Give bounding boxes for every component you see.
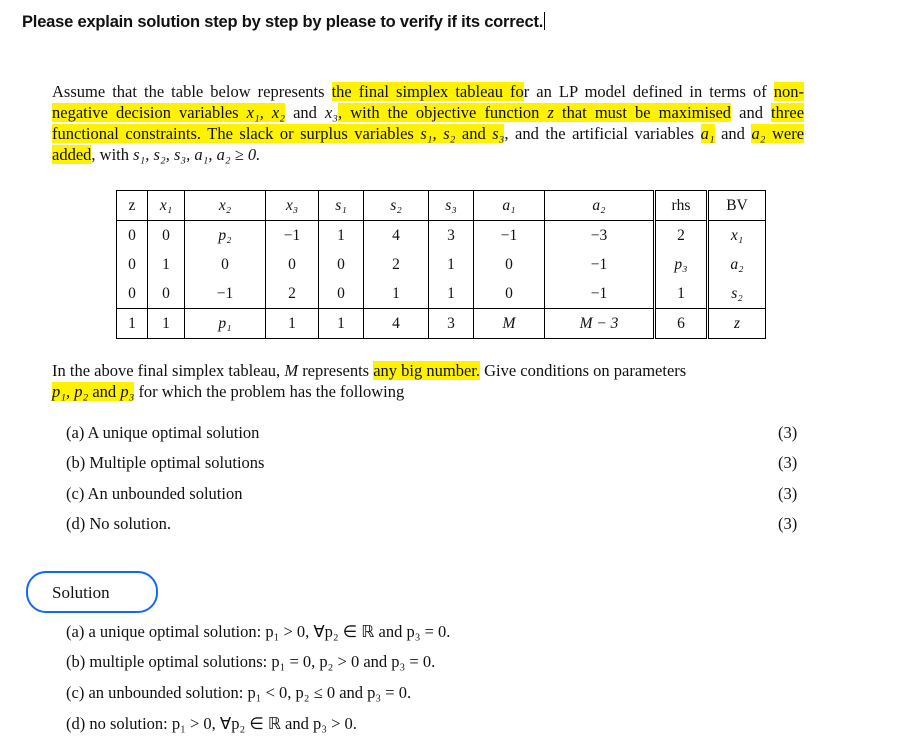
tableau-cell: M bbox=[474, 309, 545, 339]
tableau-cell: 0 bbox=[148, 279, 185, 309]
tableau-cell: 1 bbox=[319, 309, 364, 339]
tableau-header: x₂ bbox=[185, 191, 266, 221]
tableau-cell: 1 bbox=[364, 279, 429, 309]
tableau-header: x₁ bbox=[148, 191, 185, 221]
tableau-cell: 0 bbox=[117, 279, 148, 309]
tableau-cell: M − 3 bbox=[545, 309, 655, 339]
tableau-cell: 2 bbox=[655, 221, 708, 251]
title-text: Please explain solution step by step by please to verify if its correct. bbox=[22, 13, 544, 31]
tableau-cell: 0 bbox=[148, 221, 185, 251]
tableau-cell: p₁ bbox=[185, 309, 266, 339]
tableau-cell: 1 bbox=[148, 250, 185, 279]
tableau-cell: −1 bbox=[185, 279, 266, 309]
solution-heading: Solution bbox=[52, 583, 110, 602]
tableau-cell: 1 bbox=[266, 309, 319, 339]
tableau-cell: 0 bbox=[185, 250, 266, 279]
tableau-row bbox=[117, 279, 766, 309]
tableau-cell: a₂ bbox=[708, 250, 766, 279]
tableau-header: x₃ bbox=[266, 191, 319, 221]
marks-c: (3) bbox=[778, 484, 798, 503]
marks-b: (3) bbox=[778, 453, 798, 472]
text-cursor bbox=[544, 12, 545, 30]
marks-a: (3) bbox=[778, 423, 798, 442]
tableau-header: s₁ bbox=[319, 191, 364, 221]
tableau-cell: p₃ bbox=[655, 250, 708, 279]
tableau-cell: 2 bbox=[364, 250, 429, 279]
tableau-cell: 1 bbox=[429, 250, 474, 279]
tableau-cell: 0 bbox=[266, 250, 319, 279]
tableau-header: a₂ bbox=[545, 191, 655, 221]
tableau-row bbox=[117, 221, 766, 251]
question-b: (b) Multiple optimal solutions bbox=[66, 453, 265, 472]
tableau-cell: 1 bbox=[429, 279, 474, 309]
tableau-cell: 1 bbox=[117, 309, 148, 339]
question-title bbox=[22, 12, 545, 32]
tableau-cell: x₁ bbox=[708, 221, 766, 251]
tableau-cell: 2 bbox=[266, 279, 319, 309]
solution-d: (d) no solution: p₁ > 0, ∀p₂ ∈ ℝ and p₃ > 0. bbox=[66, 714, 357, 733]
tableau-cell: 3 bbox=[429, 309, 474, 339]
solution-c: (c) an unbounded solution: p₁ < 0, p₂ ≤ 0 and p₃ = 0. bbox=[66, 683, 412, 702]
tableau-cell: −3 bbox=[590, 226, 608, 244]
solution-b: (b) multiple optimal solutions: p₁ = 0, p₂ > 0 and p₃ = 0. bbox=[66, 652, 436, 671]
tableau-cell: 1 bbox=[319, 221, 364, 251]
tableau-cell: 1 bbox=[655, 279, 708, 309]
tableau-header: rhs bbox=[655, 191, 708, 221]
tableau-header: z bbox=[117, 191, 148, 221]
tableau-header: s₃ bbox=[429, 191, 474, 221]
tableau-cell: 3 bbox=[429, 221, 474, 251]
tableau-cell: 1 bbox=[148, 309, 185, 339]
tableau-header: BV bbox=[708, 191, 766, 221]
simplex-tableau bbox=[116, 190, 766, 339]
solution-a: (a) a unique optimal solution: p₁ > 0, ∀p₂ ∈ ℝ and p₃ = 0. bbox=[66, 622, 451, 641]
tableau-cell: 0 bbox=[117, 221, 148, 251]
tableau-cell: 4 bbox=[364, 221, 429, 251]
tableau-cell: 0 bbox=[319, 279, 364, 309]
marks-d: (3) bbox=[778, 514, 798, 533]
tableau-cell: 6 bbox=[655, 309, 708, 339]
tableau-cell: 4 bbox=[364, 309, 429, 339]
tableau-cell: p₂ bbox=[185, 221, 266, 251]
problem-statement: Assume that the table below represents the final simplex tableau for an LP model defined in terms of non-negative decision variables x₁, x₂ and x₃, with the objective function z that must be maximised and three functional constraints. The slack or surplus variables s₁, s₂ and s₃, and the artificial variables a₁ and a₂ were added, with s₁, s₂, s₃, a₁, a₂ ≥ 0. bbox=[52, 82, 805, 164]
tableau-cell: −1 bbox=[590, 284, 608, 302]
tableau-header: a₁ bbox=[474, 191, 545, 221]
tableau-cell: s₂ bbox=[708, 279, 766, 309]
tableau-row bbox=[117, 250, 766, 279]
tableau-cell: z bbox=[708, 309, 766, 339]
tableau-row bbox=[117, 309, 766, 339]
conditions-statement: In the above final simplex tableau, M represents any big number. Give conditions on parameters p₁, p₂ and p₃ for which the problem has the following bbox=[52, 361, 687, 401]
tableau-cell: 0 bbox=[474, 279, 545, 309]
tableau-cell: 0 bbox=[117, 250, 148, 279]
tableau-header-row bbox=[117, 191, 766, 221]
tableau-cell: 0 bbox=[474, 250, 545, 279]
tableau-header: s₂ bbox=[364, 191, 429, 221]
tableau-cell: 0 bbox=[319, 250, 364, 279]
question-d: (d) No solution. bbox=[66, 514, 171, 533]
tableau-cell: −1 bbox=[474, 221, 545, 251]
tableau-cell: −1 bbox=[266, 221, 319, 251]
tableau-cell: −1 bbox=[590, 255, 608, 273]
question-c: (c) An unbounded solution bbox=[66, 484, 243, 503]
question-a: (a) A unique optimal solution bbox=[66, 423, 260, 442]
